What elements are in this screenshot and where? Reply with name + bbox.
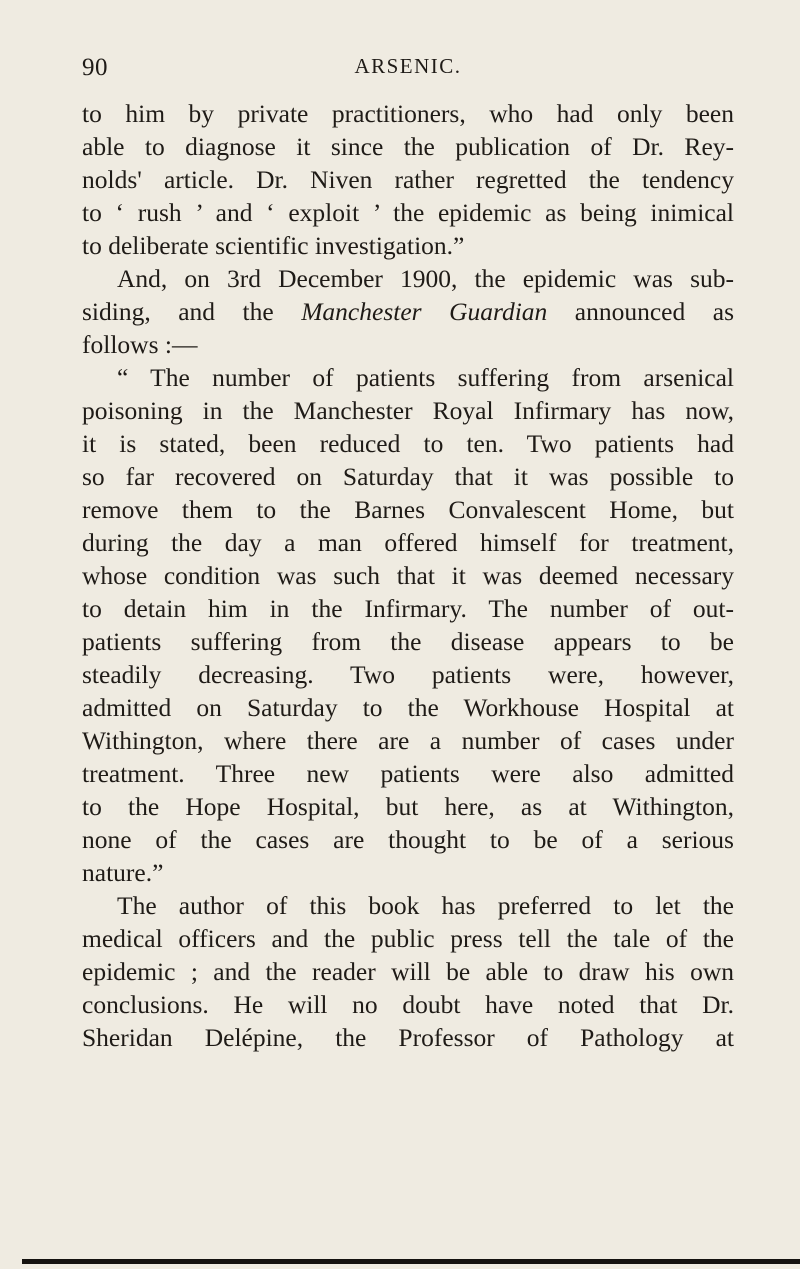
body-text — [82, 97, 734, 1054]
text-line: during the day a man offered himself for treatment, — [82, 528, 734, 557]
text-line: admitted on Saturday to the Workhouse Hospital at — [82, 693, 734, 722]
bottom-rule — [22, 1259, 800, 1264]
text-line: treatment. Three new patients were also admitted — [82, 759, 734, 788]
running-head: ARSENIC. — [354, 54, 462, 78]
text-line: The author of this book has preferred to let the — [117, 891, 734, 920]
text-line: steadily decreasing. Two patients were, however, — [82, 660, 734, 689]
text-line: And, on 3rd December 1900, the epidemic was sub- — [117, 264, 734, 293]
text-line: siding, and the Manchester Guardian announced as — [82, 297, 734, 326]
text-line: to the Hope Hospital, but here, as at Withington, — [82, 792, 734, 821]
text-line: conclusions. He will no doubt have noted that Dr. — [82, 990, 734, 1019]
text-line: to him by private practitioners, who had only been — [82, 99, 734, 128]
text-line: Withington, where there are a number of cases under — [82, 726, 734, 755]
text-line: so far recovered on Saturday that it was possible to — [82, 462, 734, 491]
page-number: 90 — [82, 54, 108, 81]
text-line: “ The number of patients suffering from arsenical — [117, 363, 734, 392]
text-line: it is stated, been reduced to ten. Two patients had — [82, 429, 734, 458]
text-line: medical officers and the public press tell the tale of the — [82, 924, 734, 953]
text-line: follows :— — [82, 330, 198, 359]
text-line: epidemic ; and the reader will be able to draw his own — [82, 957, 734, 986]
page-header — [82, 54, 734, 94]
text-line: remove them to the Barnes Convalescent Home, but — [82, 495, 734, 524]
text-line: to deliberate scientific investigation.” — [82, 231, 465, 260]
text-line: nature.” — [82, 858, 164, 887]
text-line: Sheridan Delépine, the Professor of Pathology at — [82, 1023, 734, 1052]
newspaper-title: Manchester Guardian — [301, 297, 548, 326]
text-line: whose condition was such that it was deemed necessary — [82, 561, 734, 590]
text-line: to detain him in the Infirmary. The number of out- — [82, 594, 734, 623]
text-line: able to diagnose it since the publication of Dr. Rey- — [82, 132, 734, 161]
text-line: poisoning in the Manchester Royal Infirmary has now, — [82, 396, 734, 425]
text-line: to ‘ rush ’ and ‘ exploit ’ the epidemic as being inimical — [82, 198, 734, 227]
text-line: none of the cases are thought to be of a serious — [82, 825, 734, 854]
text-line: nolds' article. Dr. Niven rather regretted the tendency — [82, 165, 734, 194]
text-line: patients suffering from the disease appears to be — [82, 627, 734, 656]
